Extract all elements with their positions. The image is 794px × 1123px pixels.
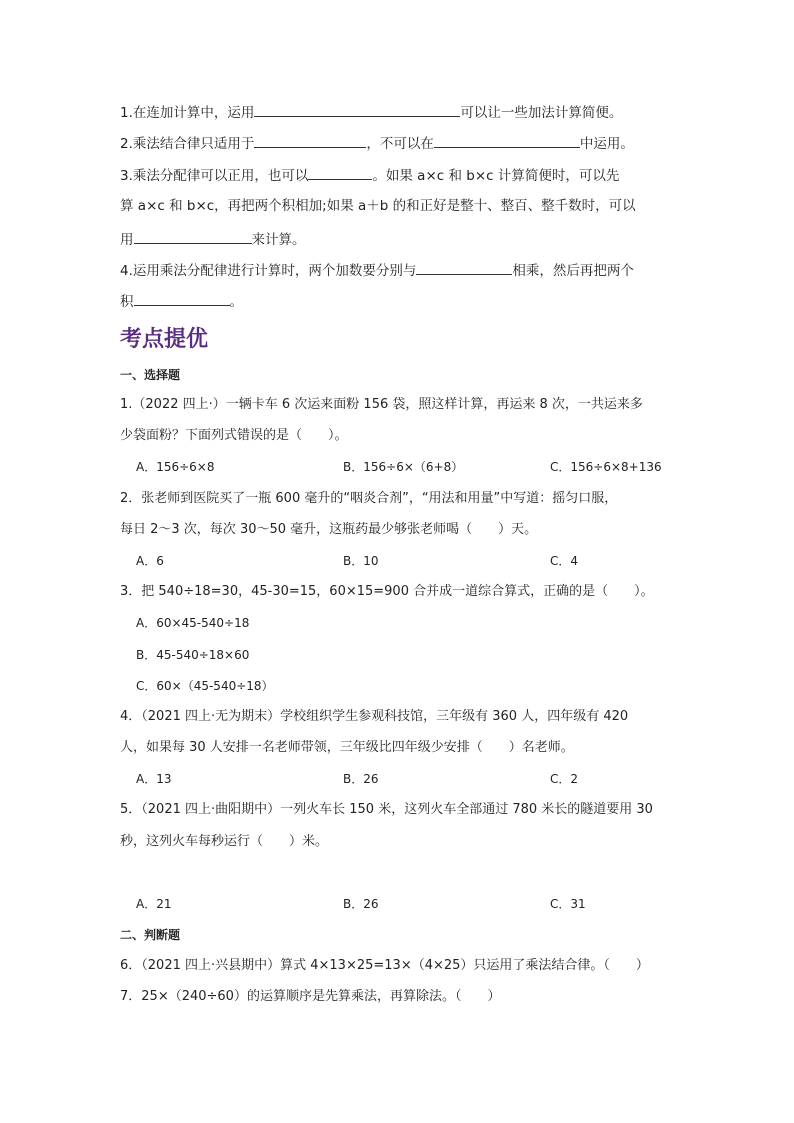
question-2-line2: 每日 2～3 次，每次 30～50 毫升，这瓶药最少够张老师喝（ ）天。 — [120, 522, 538, 537]
section-title-judge: 二、判断题 — [120, 928, 181, 942]
blank-line — [308, 165, 372, 180]
q2-option-a: A．6 — [136, 554, 164, 568]
q4-option-c: C．2 — [550, 772, 579, 786]
q1-option-b: B．156÷6×（6+8） — [343, 460, 464, 474]
question-5-line2: 秒，这列火车每秒运行（ ）米。 — [120, 834, 329, 849]
question-1-line2: 少袋面粉？下面列式错误的是（ ）。 — [120, 428, 348, 443]
section-heading: 考点提优 — [120, 326, 209, 352]
question-3-line1: 3．把 540÷18=30，45-30=15，60×15=900 合并成一道综合算式，正确的是（ ）。 — [120, 584, 654, 599]
q1-option-a: A．156÷6×8 — [136, 460, 215, 474]
q5-option-a: A．21 — [136, 897, 172, 911]
fill-q4-line2: 积 。 — [120, 291, 243, 311]
q3-option-c: C．60×（45-540÷18） — [136, 679, 274, 693]
q1-option-c: C．156÷6×8+136 — [550, 460, 662, 474]
q5-option-c: C．31 — [550, 897, 586, 911]
fill-q3-line1: 3.乘法分配律可以正用，也可以 。如果 a×c 和 b×c 计算简便时，可以先 — [120, 165, 619, 185]
q3-option-a: A．60×45-540÷18 — [136, 616, 250, 630]
q2-option-c: C．4 — [550, 554, 579, 568]
section-title-choice: 一、选择题 — [120, 368, 181, 382]
blank-line — [254, 102, 460, 117]
fill-q4-line1: 4.运用乘法分配律进行计算时，两个加数要分别与 相乘，然后再把两个 — [120, 260, 634, 280]
fill-q3-line2: 算 a×c 和 b×c，再把两个积相加;如果 a＋b 的和正好是整十、整百、整千数时，可以 — [120, 198, 636, 214]
judge-question-7: 7．25×（240÷60）的运算顺序是先算乘法，再算除法。（ ） — [120, 989, 501, 1004]
question-1-line1: 1.（2022 四上·）一辆卡车 6 次运来面粉 156 袋，照这样计算，再运来 8 次，一共运来多 — [120, 397, 643, 412]
blank-line — [416, 260, 512, 275]
q5-option-b: B．26 — [343, 897, 379, 911]
blank-line — [434, 133, 580, 148]
blank-line — [254, 133, 366, 148]
blank-line — [134, 229, 252, 244]
question-2-line1: 2．张老师到医院买了一瓶 600 毫升的“咽炎合剂”，“用法和用量”中写道：摇匀口服， — [120, 491, 618, 506]
q4-option-a: A．13 — [136, 772, 172, 786]
q4-option-b: B．26 — [343, 772, 379, 786]
fill-q2: 2.乘法结合律只适用于 ，不可以在 中运用。 — [120, 133, 634, 153]
question-4-line1: 4．（2021 四上·无为期末）学校组织学生参观科技馆，三年级有 360 人，四年级有 420 — [120, 709, 629, 724]
q3-option-b: B．45-540÷18×60 — [136, 648, 250, 662]
fill-q1: 1.在连加计算中，运用 可以让一些加法计算简便。 — [120, 102, 622, 122]
q2-option-b: B．10 — [343, 554, 379, 568]
question-4-line2: 人，如果每 30 人安排一名老师带领，三年级比四年级少安排（ ）名老师。 — [120, 740, 574, 755]
judge-question-6: 6．（2021 四上·兴县期中）算式 4×13×25=13×（4×25）只运用了乘法结合律。（ ） — [120, 958, 649, 973]
blank-line — [134, 291, 230, 306]
question-5-line1: 5．（2021 四上·曲阳期中）一列火车长 150 米，这列火车全部通过 780 米长的隧道要用 30 — [120, 802, 653, 817]
fill-q3-line3: 用 来计算。 — [120, 229, 306, 249]
